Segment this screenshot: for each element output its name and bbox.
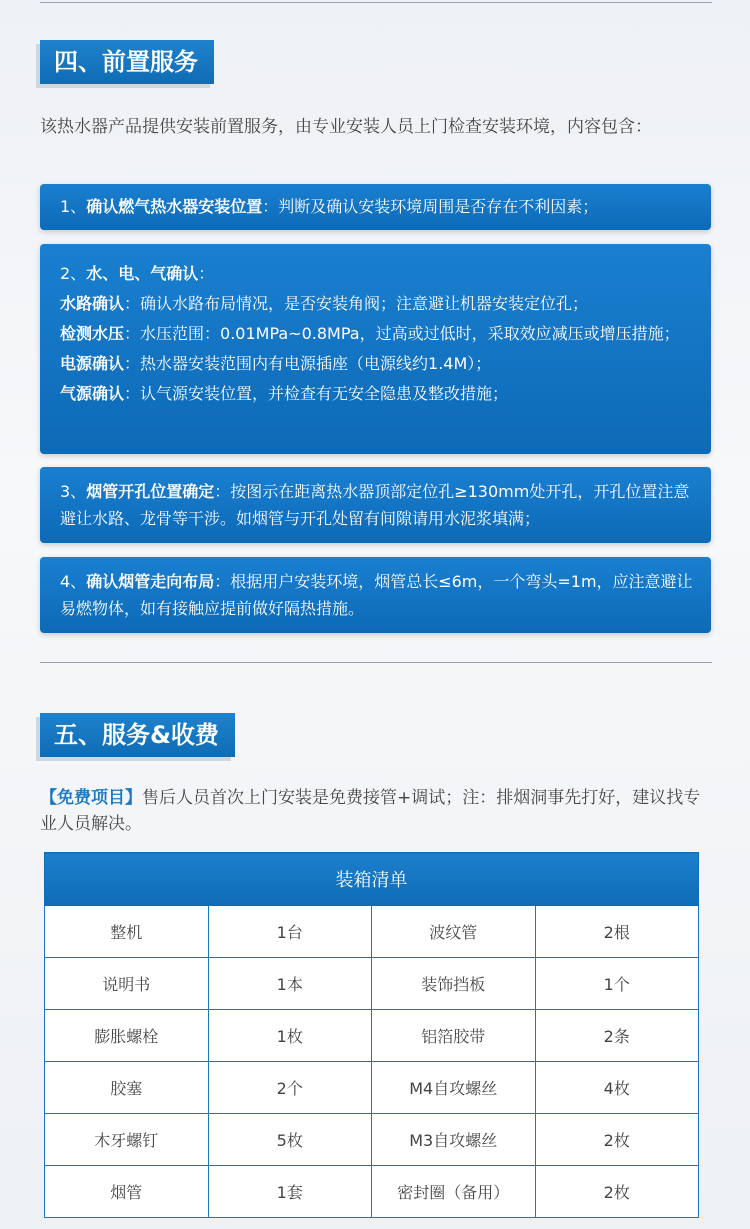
table-row: 胶塞 2个 M4自攻螺丝 4枚 (45, 1062, 699, 1114)
section-4-intro: 该热水器产品提供安装前置服务，由专业安装人员上门检查安装环境，内容包含： (40, 117, 652, 137)
card-2-heading: 2、水、电、气确认： (60, 264, 215, 283)
table-row: 烟管 1套 密封圈（备用） 2枚 (45, 1166, 699, 1218)
free-service-note: 【免费项目】售后人员首次上门安装是免费接管+调试；注：排烟洞事先打好，建议找专业人员解决。 (40, 788, 701, 834)
packing-list-title: 装箱清单 (45, 853, 699, 906)
section-4-heading: 四、前置服务 (40, 40, 214, 84)
table-row: 说明书 1本 装饰挡板 1个 (45, 958, 699, 1010)
install-card-flue-route (40, 557, 711, 633)
table-row: 整机 1台 波纹管 2根 (45, 906, 699, 958)
top-divider (40, 2, 712, 3)
card-3-title: 烟管开孔位置确定 (86, 482, 215, 501)
pressure-check: 检测水压：水压范围：0.01MPa~0.8MPa，过高或过低时，采取效应减压或增压措施； (60, 324, 680, 343)
table-row: 膨胀螺栓 1枚 铝箔胶带 2条 (45, 1010, 699, 1062)
section-divider (40, 662, 712, 663)
power-check: 电源确认：热水器安装范围内有电源插座（电源线约1.4M）； (60, 354, 492, 373)
card-1-text: 1、确认燃气热水器安装位置：判断及确认安装环境周围是否存在不利因素； (60, 197, 599, 216)
install-card-flue-hole (40, 467, 711, 543)
card-4-title: 确认烟管走向布局 (86, 572, 215, 591)
card-2-title: 水、电、气确认 (86, 264, 199, 283)
install-card-utilities (40, 244, 711, 454)
install-card-position (40, 184, 711, 230)
card-4-text: 4、确认烟管走向布局：根据用户安装环境，烟管总长≤6m，一个弯头=1m，应注意避让易燃物体，如有接触应提前做好隔热措施。 (60, 572, 693, 618)
card-1-title: 确认燃气热水器安装位置 (86, 197, 263, 216)
water-check: 水路确认：确认水路布局情况，是否安装角阀；注意避让机器安装定位孔； (60, 294, 589, 313)
table-row: 木牙螺钉 5枚 M3自攻螺丝 2枚 (45, 1114, 699, 1166)
packing-list-table (44, 852, 699, 1218)
card-3-text: 3、烟管开孔位置确定：按图示在距离热水器顶部定位孔≥130mm处开孔，开孔位置注意避让水路、龙骨等干涉。如烟管与开孔处留有间隙请用水泥浆填满； (60, 482, 690, 528)
gas-check: 气源确认：认气源安装位置，并检查有无安全隐患及整改措施； (60, 384, 509, 403)
free-label: 【免费项目】 (40, 788, 142, 808)
section-5-heading: 五、服务&收费 (40, 713, 235, 757)
